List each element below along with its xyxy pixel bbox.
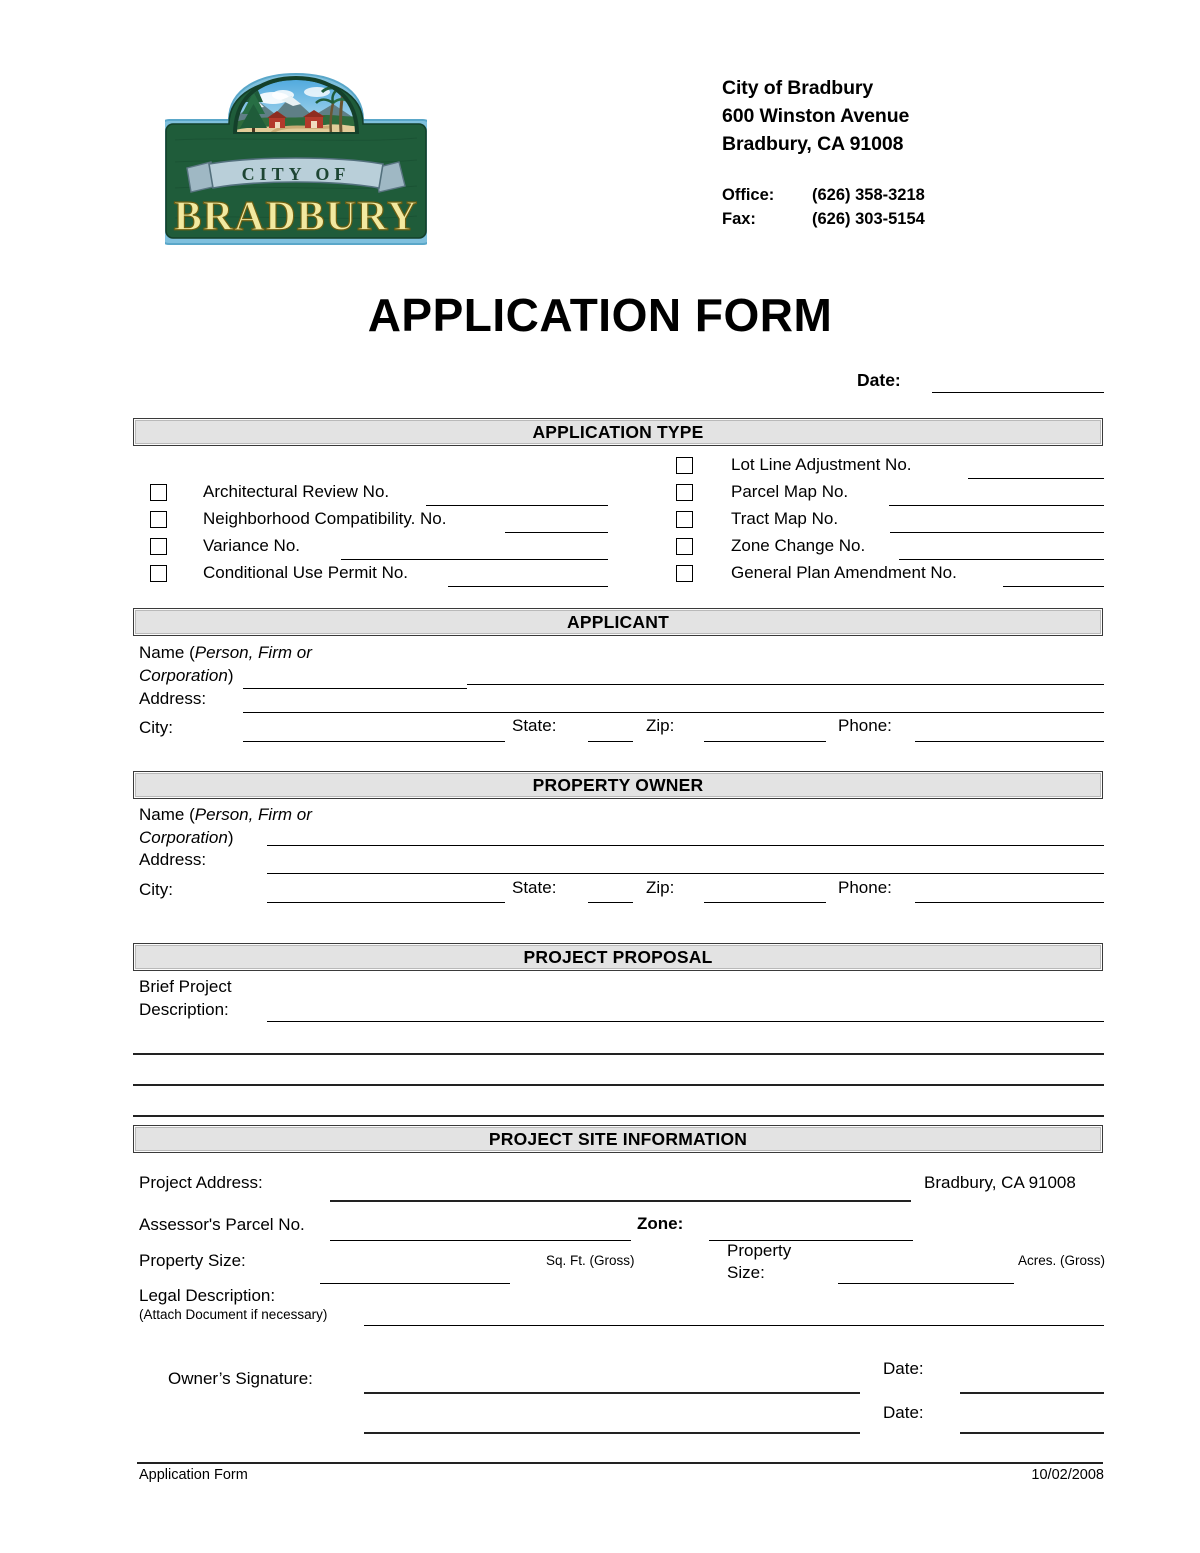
checkbox-general-plan-amendment[interactable]: [676, 565, 693, 582]
section-header-project-proposal: [133, 943, 1103, 971]
fax-label: Fax:: [722, 210, 756, 228]
city-contact-block: [722, 183, 925, 231]
logo-bradbury-text: BRADBURY: [173, 194, 419, 240]
applicant-name-italic1: Person, Firm or: [194, 643, 312, 662]
checkbox-variance[interactable]: [150, 538, 167, 555]
checkbox-conditional-use-permit[interactable]: [150, 565, 167, 582]
owner-state-input-line[interactable]: [588, 902, 633, 903]
top-date-input-line[interactable]: [932, 392, 1104, 393]
city-name: City of Bradbury: [722, 77, 874, 99]
owner-signature-line-2[interactable]: [364, 1432, 860, 1434]
section-title-project-proposal: PROJECT PROPOSAL: [523, 947, 713, 967]
applicant-zip-input-line[interactable]: [704, 741, 826, 742]
assessor-parcel-label: Assessor's Parcel No.: [139, 1215, 305, 1234]
fax-value: (626) 303-5154: [812, 210, 925, 228]
fax-row: [722, 207, 925, 231]
owner-phone-label: Phone:: [838, 878, 892, 897]
owner-address-input-line[interactable]: [267, 873, 1104, 874]
applicant-phone-input-line[interactable]: [915, 741, 1104, 742]
input-line-lot-line-adjustment[interactable]: [968, 478, 1104, 479]
section-header-property-owner: [133, 771, 1103, 799]
applicant-zip-label: Zip:: [646, 716, 675, 735]
city-address-block: [722, 74, 909, 158]
office-label: Office:: [722, 186, 775, 204]
input-line-general-plan-amendment[interactable]: [1003, 586, 1104, 587]
project-description-line-2[interactable]: [133, 1053, 1104, 1055]
section-title-property-owner: PROPERTY OWNER: [532, 775, 704, 795]
project-city-state-zip: Bradbury, CA 91008: [924, 1173, 1076, 1192]
owner-name-input-line[interactable]: [267, 845, 1104, 846]
section-header-applicant: [133, 608, 1103, 636]
footer-right-date: 10/02/2008: [1031, 1467, 1104, 1483]
signature-date-line-2[interactable]: [960, 1432, 1104, 1434]
owner-state-label: State:: [512, 878, 557, 897]
project-address-label: Project Address:: [139, 1173, 263, 1192]
signature-date-label-1: Date:: [883, 1359, 924, 1378]
applicant-state-label: State:: [512, 716, 557, 735]
property-size-acres-input-line[interactable]: [838, 1283, 1014, 1284]
office-value: (626) 358-3218: [812, 186, 925, 204]
sqft-units-label: Sq. Ft. (Gross): [546, 1253, 635, 1268]
applicant-name-input-line-a[interactable]: [243, 688, 467, 689]
section-title-applicant: APPLICANT: [567, 612, 669, 632]
acres-units-label: Acres. (Gross): [1018, 1253, 1106, 1268]
property-size-sqft-label: Property Size:: [139, 1251, 246, 1270]
applicant-address-label: Address:: [139, 689, 207, 708]
property-size-acres-label-line1: Property: [727, 1241, 792, 1260]
applicant-name-suffix: ): [227, 666, 234, 685]
checkbox-tract-map[interactable]: [676, 511, 693, 528]
applicant-name-prefix: Name (: [139, 643, 195, 662]
owner-name-italic1: Person, Firm or: [194, 805, 312, 824]
applicant-name-label-line1: [139, 643, 312, 663]
checkbox-neighborhood-compatibility[interactable]: [150, 511, 167, 528]
applicant-city-label: City:: [139, 718, 173, 737]
owner-zip-label: Zip:: [646, 878, 675, 897]
project-address-input-line[interactable]: [330, 1200, 911, 1202]
page-title: APPLICATION FORM: [367, 289, 833, 341]
logo-graphic: [165, 70, 427, 252]
input-line-parcel-map[interactable]: [889, 505, 1104, 506]
project-description-label-line1: Brief Project: [139, 977, 232, 996]
city-of-bradbury-logo: [165, 70, 427, 252]
owner-zip-input-line[interactable]: [704, 902, 826, 903]
owner-signature-line-1[interactable]: [364, 1392, 860, 1394]
project-description-line-4[interactable]: [133, 1115, 1104, 1117]
section-header-application-type: [133, 418, 1103, 446]
label-variance: Variance No.: [203, 536, 301, 555]
owner-name-suffix: ): [227, 828, 234, 847]
owner-city-label: City:: [139, 880, 173, 899]
input-line-zone-change[interactable]: [899, 559, 1104, 560]
checkbox-architectural-review[interactable]: [150, 484, 167, 501]
owner-address-label: Address:: [139, 850, 207, 869]
label-neighborhood-compatibility: Neighborhood Compatibility. No.: [203, 509, 447, 528]
section-title-project-site-information: PROJECT SITE INFORMATION: [488, 1129, 748, 1149]
city-citystatezip: Bradbury, CA 91008: [722, 133, 904, 155]
applicant-city-input-line[interactable]: [243, 741, 505, 742]
label-architectural-review: Architectural Review No.: [203, 482, 390, 501]
applicant-name-italic2: Corporation: [139, 666, 228, 685]
checkbox-parcel-map[interactable]: [676, 484, 693, 501]
applicant-address-input-line[interactable]: [243, 712, 1104, 713]
owner-name-label-line1: [139, 805, 312, 825]
section-title-application-type: APPLICATION TYPE: [532, 422, 704, 442]
input-line-architectural-review[interactable]: [426, 505, 608, 506]
signature-date-line-1[interactable]: [960, 1392, 1104, 1394]
checkbox-lot-line-adjustment[interactable]: [676, 457, 693, 474]
input-line-conditional-use-permit[interactable]: [448, 586, 608, 587]
owner-name-italic2: Corporation: [139, 828, 228, 847]
assessor-parcel-input-line[interactable]: [330, 1240, 631, 1241]
project-description-line-3[interactable]: [133, 1084, 1104, 1086]
legal-description-note: (Attach Document if necessary): [139, 1307, 328, 1322]
legal-description-input-line[interactable]: [364, 1325, 1104, 1326]
input-line-neighborhood-compatibility[interactable]: [505, 532, 608, 533]
applicant-state-input-line[interactable]: [588, 741, 633, 742]
owner-signature-label: Owner’s Signature:: [168, 1369, 313, 1388]
project-description-label-line2: Description:: [139, 1000, 229, 1019]
label-zone-change: Zone Change No.: [731, 536, 866, 555]
label-lot-line-adjustment: Lot Line Adjustment No.: [731, 455, 912, 474]
city-street: 600 Winston Avenue: [722, 105, 910, 127]
svg-text:CITY OF: CITY OF: [241, 164, 351, 184]
section-header-project-site-information: [133, 1125, 1103, 1153]
signature-date-label-2: Date:: [883, 1403, 924, 1422]
input-line-tract-map[interactable]: [890, 532, 1104, 533]
owner-city-input-line[interactable]: [267, 902, 505, 903]
input-line-variance[interactable]: [341, 559, 608, 560]
checkbox-zone-change[interactable]: [676, 538, 693, 555]
label-general-plan-amendment: General Plan Amendment No.: [731, 563, 957, 582]
applicant-name-label-line2: [139, 666, 234, 686]
property-size-acres-label-line2: Size:: [727, 1263, 765, 1282]
applicant-name-input-line-b[interactable]: [467, 684, 1104, 685]
footer-divider: [137, 1462, 1103, 1464]
top-date-label: Date:: [857, 370, 901, 390]
zone-label: Zone:: [637, 1214, 684, 1233]
label-tract-map: Tract Map No.: [731, 509, 839, 528]
legal-description-label: Legal Description:: [139, 1286, 276, 1305]
owner-phone-input-line[interactable]: [915, 902, 1104, 903]
applicant-phone-label: Phone:: [838, 716, 892, 735]
owner-name-label-line2: [139, 828, 234, 848]
owner-name-prefix: Name (: [139, 805, 195, 824]
label-parcel-map: Parcel Map No.: [731, 482, 849, 501]
project-description-line-1[interactable]: [267, 1021, 1104, 1022]
property-size-sqft-input-line[interactable]: [320, 1283, 510, 1284]
label-conditional-use-permit: Conditional Use Permit No.: [203, 563, 409, 582]
office-phone-row: [722, 183, 925, 207]
footer-left-text: Application Form: [139, 1467, 248, 1483]
